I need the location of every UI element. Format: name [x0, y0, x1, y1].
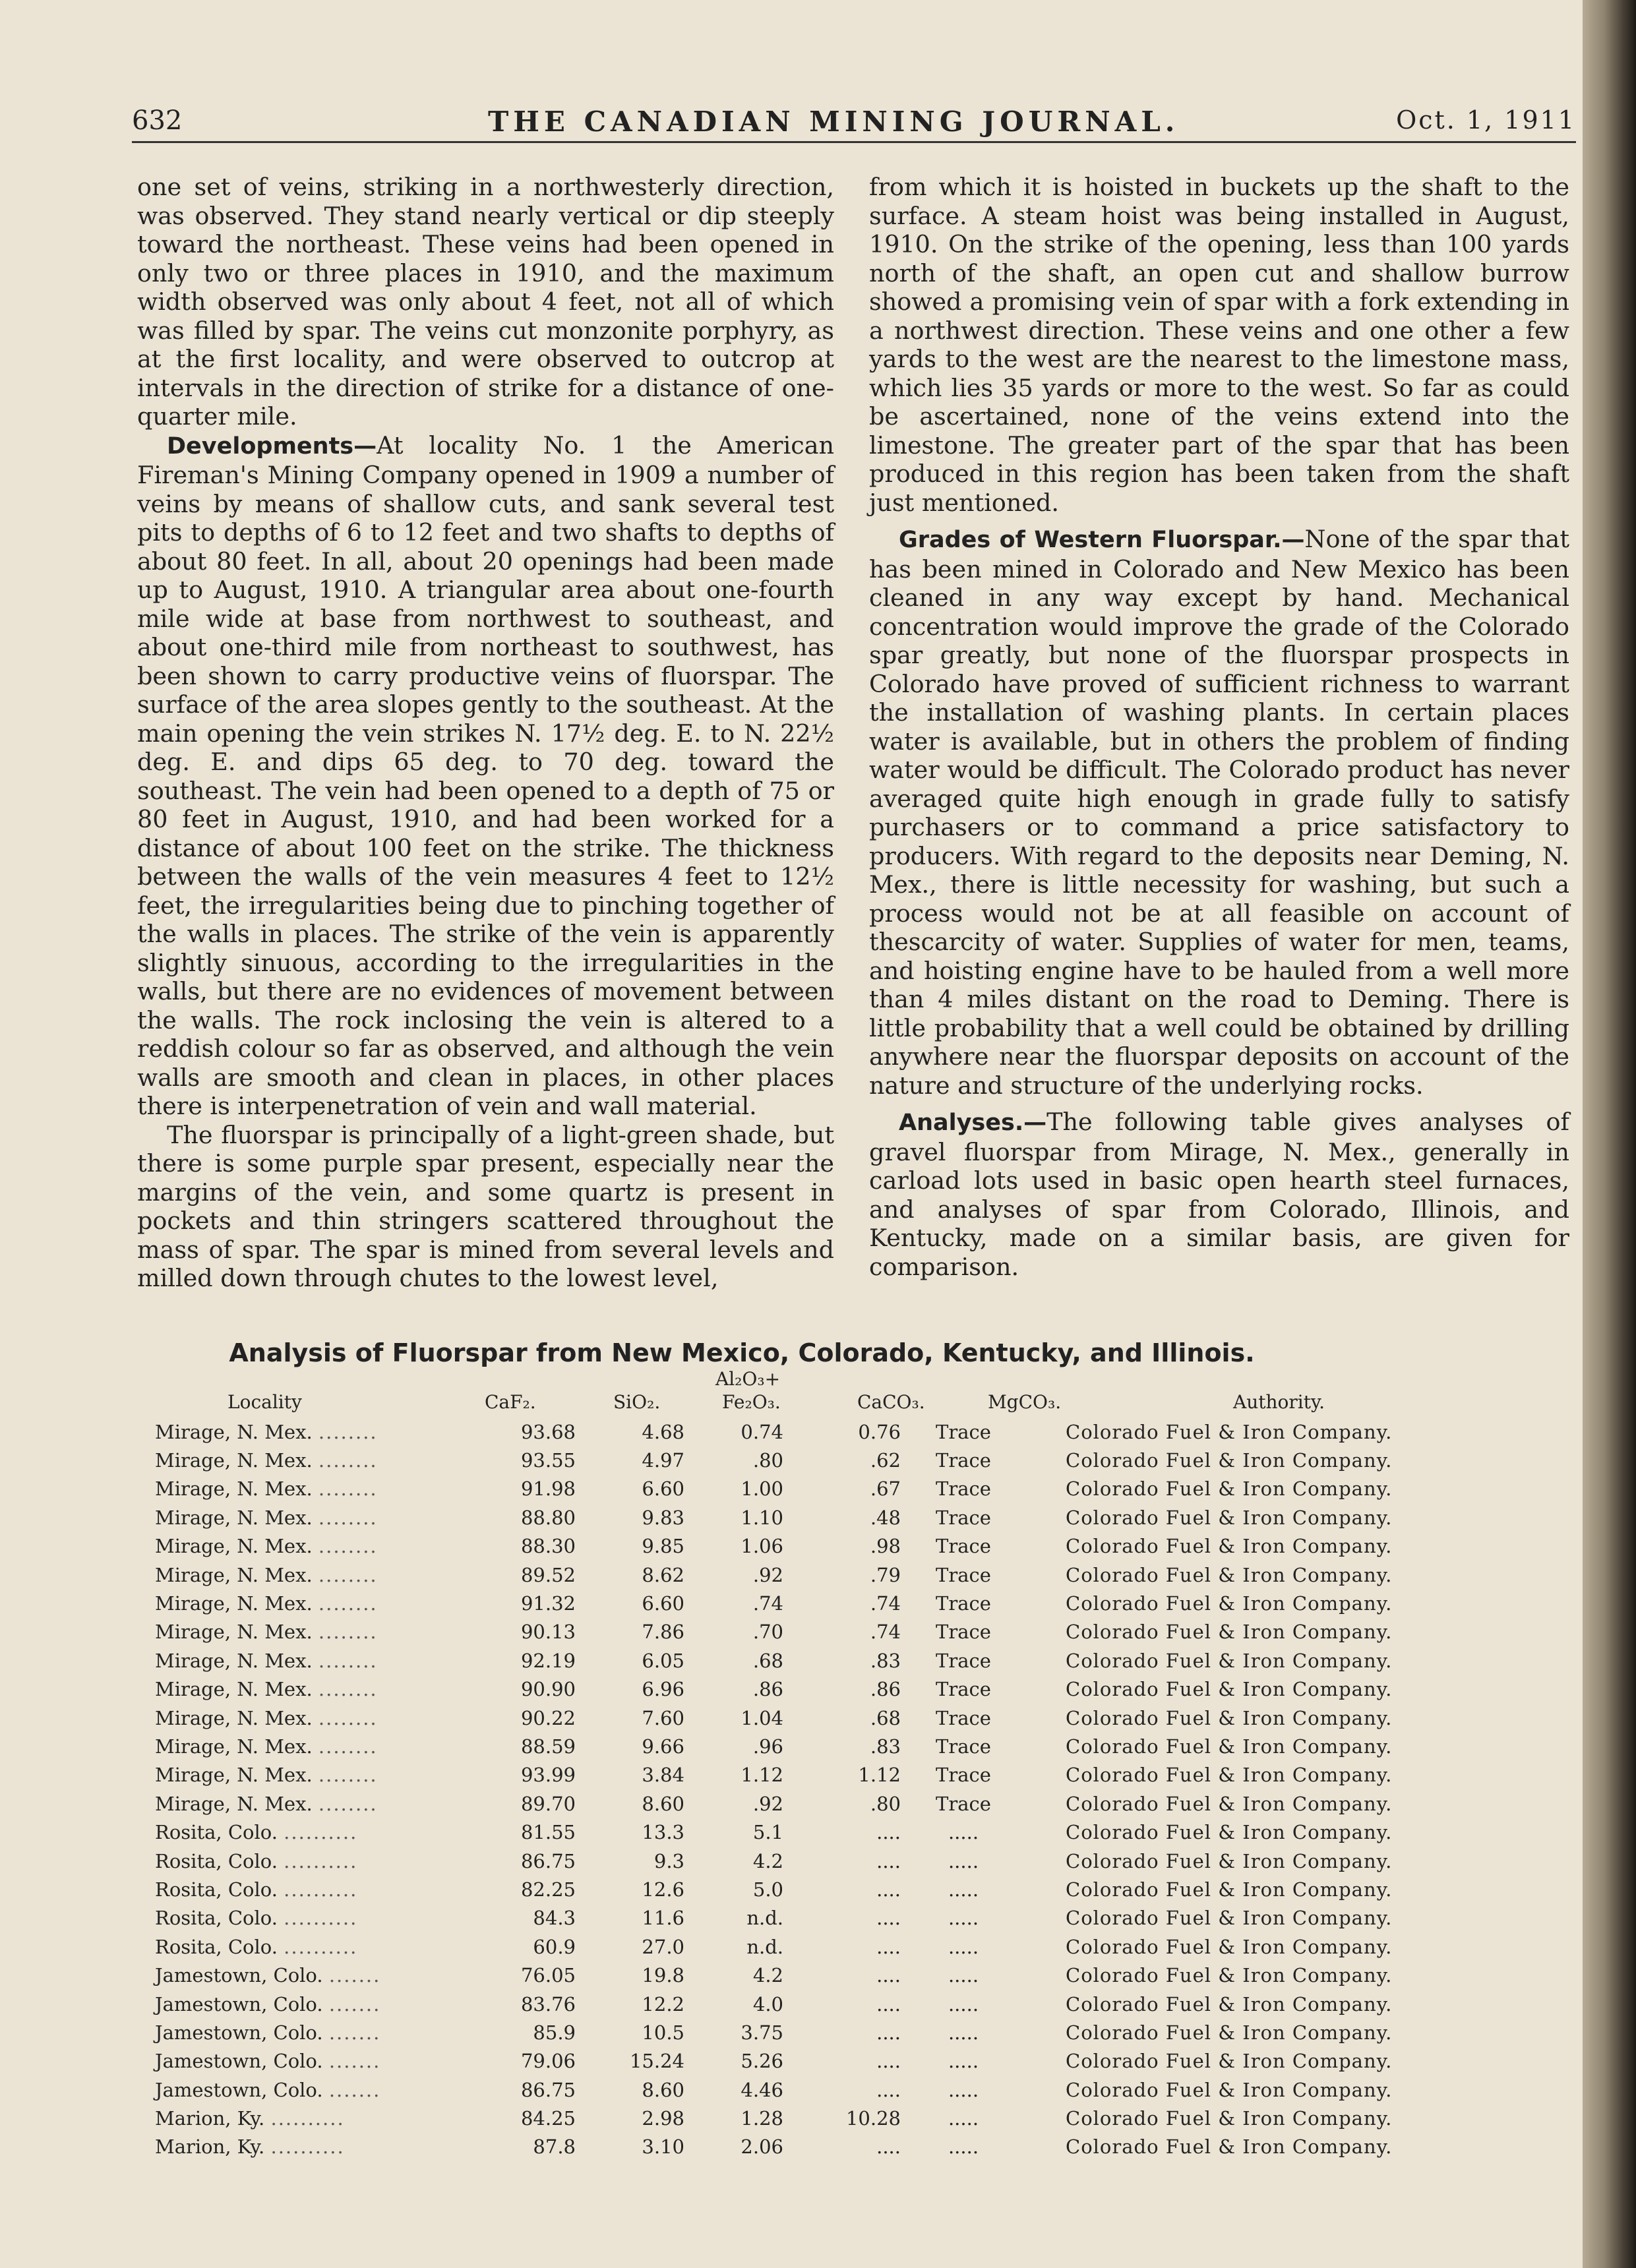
section-heading-grades: Grades of Western Fluorspar.—: [899, 527, 1305, 553]
cell-locality: [155, 1446, 478, 1474]
locality-name: Marion, Ky.: [155, 2107, 265, 2130]
cell-mgco3: Trace: [936, 1477, 991, 1501]
cell-sio2: 9.66: [642, 1735, 684, 1758]
cell-sio2: 10.5: [642, 2021, 684, 2044]
cell-fe: 4.46: [741, 2078, 783, 2101]
cell-locality: [155, 1847, 478, 1875]
cell-locality: [155, 1589, 478, 1617]
locality-name: Jamestown, Colo.: [155, 1964, 323, 1987]
leader-dots: ..........: [270, 2135, 345, 2159]
leader-dots: ........: [318, 1706, 378, 1729]
cell-caco3: ....: [876, 2050, 901, 2073]
cell-caf2: 93.68: [520, 1420, 576, 1443]
cell-sio2: 6.96: [642, 1678, 684, 1701]
table-row: [155, 1818, 1392, 1846]
cell-caco3: ....: [876, 1964, 901, 1987]
leader-dots: ........: [318, 1477, 378, 1501]
cell-locality: [155, 1704, 478, 1732]
leader-dots: ........: [318, 1764, 378, 1787]
cell-fe: .70: [752, 1621, 783, 1644]
section-heading-developments: Developments—: [167, 433, 377, 460]
cell-caf2: 76.05: [520, 1964, 576, 1987]
cell-sio2: 7.60: [642, 1706, 684, 1729]
leader-dots: ..........: [284, 1907, 358, 1930]
locality-name: Rosita, Colo.: [155, 1849, 278, 1872]
col-header-locality: Locality: [227, 1391, 302, 1413]
table-row: [155, 2047, 1392, 2075]
paragraph: from which it is hoisted in buckets up the shaft to the surface. A steam hoist was being installed in August, 1910. On the strike of the opening, less than 100 yards north of the shaft, an open cut and shallow burrow showed a promising vein of spar with a fork extending in a northwest direction. These veins and one other a few yards to the west are the nearest to the limestone mass, which lies 35 yards or more to the west. So far as could be ascertained, none of the veins extend into the limestone. The greater part of the spar that has been produced in this region has been taken from the shaft just mentioned.: [869, 173, 1569, 517]
cell-caf2: 89.52: [520, 1563, 576, 1586]
table-row: [155, 2133, 1392, 2161]
page-header: [132, 105, 1576, 138]
header-rule: [132, 141, 1576, 143]
cell-locality: [155, 1675, 478, 1704]
cell-fe: n.d.: [746, 1935, 783, 1958]
leader-dots: .......: [328, 2078, 381, 2101]
cell-caf2: 86.75: [520, 1849, 576, 1872]
cell-locality: [155, 1532, 478, 1561]
cell-locality: [155, 1875, 478, 1903]
cell-fe: 4.0: [752, 1992, 783, 2015]
col-header-fe2o3: Fe₂O₃.: [722, 1391, 781, 1413]
cell-fe: 1.28: [741, 2107, 783, 2130]
cell-caf2: 88.80: [520, 1506, 576, 1529]
cell-sio2: 9.83: [642, 1506, 684, 1529]
leader-dots: ........: [318, 1506, 378, 1529]
cell-mgco3: Trace: [936, 1592, 991, 1615]
table-row: [155, 1990, 1392, 2018]
cell-auth: Colorado Fuel & Iron Company.: [1066, 2021, 1393, 2044]
paragraph-analyses: [869, 1108, 1569, 1281]
paragraph-developments: [137, 431, 834, 1121]
cell-locality: [155, 2047, 478, 2075]
table-row: [155, 1503, 1392, 1532]
leader-dots: ..........: [284, 1821, 358, 1844]
cell-auth: Colorado Fuel & Iron Company.: [1066, 2135, 1393, 2159]
cell-caf2: 83.76: [520, 1992, 576, 2015]
cell-auth: Colorado Fuel & Iron Company.: [1066, 1621, 1393, 1644]
cell-fe: .92: [752, 1792, 783, 1815]
leader-dots: ........: [318, 1735, 378, 1758]
cell-sio2: 11.6: [642, 1907, 684, 1930]
locality-name: Mirage, N. Mex.: [155, 1735, 313, 1758]
cell-caf2: 84.3: [533, 1907, 576, 1930]
table-row: [155, 1961, 1392, 1989]
cell-auth: Colorado Fuel & Iron Company.: [1066, 2107, 1393, 2130]
cell-auth: Colorado Fuel & Iron Company.: [1066, 1935, 1393, 1958]
locality-name: Mirage, N. Mex.: [155, 1506, 313, 1529]
leader-dots: ........: [318, 1420, 378, 1443]
cell-sio2: 6.05: [642, 1649, 684, 1672]
cell-sio2: 8.60: [642, 2078, 684, 2101]
cell-caf2: 90.22: [520, 1706, 576, 1729]
journal-title: THE CANADIAN MINING JOURNAL.: [488, 105, 1180, 138]
table-row: [155, 1446, 1392, 1474]
cell-fe: 0.74: [741, 1420, 783, 1443]
paragraph-text: At locality No. 1 the American Fireman's Mining Company opened in 1909 a number of veins by means of shallow cuts, and sank several test pits to depths of 6 to 12 feet and two shafts to depths of about 80 feet. In all, about 20 openings had been made up to August, 1910. A triangular area about one-fourth mile wide at base from northwest to southeast, and about one-third mile from northeast to southwest, has been shown to carry productive veins of fluorspar. The surface of the area slopes gently to the southeast. At the main opening the vein strikes N. 17½ deg. E. to N. 22½ deg. E. and dips 65 deg. to 70 deg. toward the southeast. The vein had been opened to a depth of 75 or 80 feet in August, 1910, and had been worked for a distance of about 100 feet on the strike. The thickness between the walls of the vein measures 4 feet to 12½ feet, the irregularities being due to pinching together of the walls in places. The strike of the vein is apparently slightly sinuous, according to the irregularities in the walls, but there are no evidences of movement between the walls. The rock inclosing the vein is altered to a reddish colour so far as observed, and although the vein walls are smooth and clean in places, in other places there is interpenetration of vein and wall material.: [137, 431, 834, 1120]
cell-sio2: 4.97: [642, 1449, 684, 1472]
cell-caco3: .83: [870, 1649, 901, 1672]
cell-mgco3: .....: [948, 1935, 979, 1958]
cell-caf2: 92.19: [520, 1649, 576, 1672]
cell-mgco3: Trace: [936, 1735, 991, 1758]
cell-fe: 1.06: [741, 1535, 783, 1558]
locality-name: Rosita, Colo.: [155, 1878, 278, 1901]
cell-locality: [155, 2104, 478, 2132]
cell-caf2: 79.06: [520, 2050, 576, 2073]
cell-caco3: ....: [876, 2078, 901, 2101]
locality-name: Mirage, N. Mex.: [155, 1592, 313, 1615]
cell-caf2: 82.25: [520, 1878, 576, 1901]
cell-locality: [155, 1904, 478, 1932]
cell-caco3: ....: [876, 2021, 901, 2044]
cell-sio2: 8.60: [642, 1792, 684, 1815]
locality-name: Mirage, N. Mex.: [155, 1420, 313, 1443]
cell-auth: Colorado Fuel & Iron Company.: [1066, 1706, 1393, 1729]
table-row: [155, 1904, 1392, 1932]
cell-mgco3: Trace: [936, 1449, 991, 1472]
locality-name: Mirage, N. Mex.: [155, 1706, 313, 1729]
cell-sio2: 2.98: [642, 2107, 684, 2130]
cell-mgco3: .....: [948, 1907, 979, 1930]
cell-caco3: .80: [870, 1792, 901, 1815]
leader-dots: .......: [328, 1992, 381, 2015]
cell-mgco3: .....: [948, 2021, 979, 2044]
cell-mgco3: Trace: [936, 1563, 991, 1586]
col-header-mgco3: MgCO₃.: [988, 1391, 1062, 1413]
cell-caco3: ....: [876, 1821, 901, 1844]
cell-caf2: 90.13: [520, 1621, 576, 1644]
locality-name: Jamestown, Colo.: [155, 2021, 323, 2044]
cell-caf2: 93.99: [520, 1764, 576, 1787]
cell-sio2: 8.62: [642, 1563, 684, 1586]
cell-fe: 5.1: [752, 1821, 783, 1844]
cell-sio2: 9.85: [642, 1535, 684, 1558]
cell-sio2: 9.3: [653, 1849, 684, 1872]
cell-caf2: 88.59: [520, 1735, 576, 1758]
leader-dots: ........: [318, 1563, 378, 1586]
cell-sio2: 6.60: [642, 1477, 684, 1501]
leader-dots: ........: [318, 1592, 378, 1615]
cell-locality: [155, 1646, 478, 1675]
locality-name: Jamestown, Colo.: [155, 1992, 323, 2015]
cell-fe: .96: [752, 1735, 783, 1758]
cell-caf2: 87.8: [533, 2135, 576, 2159]
table-row: [155, 1732, 1392, 1760]
cell-locality: [155, 1932, 478, 1961]
paragraph-grades: [869, 525, 1569, 1100]
cell-caco3: ....: [876, 1907, 901, 1930]
cell-auth: Colorado Fuel & Iron Company.: [1066, 1449, 1393, 1472]
leader-dots: ........: [318, 1678, 378, 1701]
cell-mgco3: .....: [948, 2078, 979, 2101]
paragraph-text: The following table gives analyses of gravel fluorspar from Mirage, N. Mex., generally in carload lots used in basic open hearth steel furnaces, and analyses of spar from Colorado, Illinois, and Kentucky, made on a similar basis, are given for comparison.: [869, 1108, 1569, 1281]
leader-dots: .......: [328, 2050, 381, 2073]
cell-mgco3: .....: [948, 1878, 979, 1901]
cell-mgco3: Trace: [936, 1706, 991, 1729]
locality-name: Mirage, N. Mex.: [155, 1764, 313, 1787]
cell-mgco3: .....: [948, 1964, 979, 1987]
cell-caco3: ....: [876, 1878, 901, 1901]
cell-locality: [155, 1475, 478, 1503]
cell-auth: Colorado Fuel & Iron Company.: [1066, 1792, 1393, 1815]
locality-name: Mirage, N. Mex.: [155, 1563, 313, 1586]
cell-caco3: .48: [870, 1506, 901, 1529]
leader-dots: ..........: [270, 2107, 345, 2130]
table-row: [155, 1589, 1392, 1617]
cell-fe: 4.2: [752, 1964, 783, 1987]
cell-auth: Colorado Fuel & Iron Company.: [1066, 2050, 1393, 2073]
cell-mgco3: .....: [948, 1992, 979, 2015]
col-header-caco3: CaCO₃.: [857, 1391, 925, 1413]
col-header-caf2: CaF₂.: [485, 1391, 536, 1413]
locality-name: Rosita, Colo.: [155, 1935, 278, 1958]
locality-name: Mirage, N. Mex.: [155, 1792, 313, 1815]
cell-sio2: 12.6: [642, 1878, 684, 1901]
cell-mgco3: Trace: [936, 1792, 991, 1815]
cell-caf2: 90.90: [520, 1678, 576, 1701]
left-column: [137, 173, 834, 1293]
cell-caco3: ....: [876, 2135, 901, 2159]
cell-mgco3: .....: [948, 1821, 979, 1844]
table-row: [155, 1646, 1392, 1675]
paragraph-text: None of the spar that has been mined in Colorado and New Mexico has been cleaned in any way except by hand. Mechanical concentration would improve the grade of the Colorado spar greatly, but none of the fluorspar prospects in Colorado have proved of sufficient richness to warrant the installation of washing plants. In certain places water is available, but in others the problem of finding water would be difficult. The Colorado product has never averaged quite high enough in grade fully to satisfy purchasers or to command a price satisfactory to producers. With regard to the deposits near Deming, N. Mex., there is little necessity for washing, but such a process would not be at all feasible on account of thescarcity of water. Supplies of water for men, teams, and hoisting engine have to be hauled from a well more than 4 miles distant on the road to Deming. There is little probability that a well could be obtained by drilling anywhere near the fluorspar deposits on account of the nature and structure of the underlying rocks.: [869, 525, 1569, 1100]
cell-fe: .74: [752, 1592, 783, 1615]
locality-name: Jamestown, Colo.: [155, 2050, 323, 2073]
cell-sio2: 6.60: [642, 1592, 684, 1615]
cell-locality: [155, 1732, 478, 1760]
table-row: [155, 2075, 1392, 2104]
table-row: [155, 1418, 1392, 1446]
cell-mgco3: .....: [948, 2050, 979, 2073]
cell-auth: Colorado Fuel & Iron Company.: [1066, 1735, 1393, 1758]
locality-name: Mirage, N. Mex.: [155, 1649, 313, 1672]
cell-auth: Colorado Fuel & Iron Company.: [1066, 2078, 1393, 2101]
cell-locality: [155, 1503, 478, 1532]
cell-locality: [155, 2075, 478, 2104]
cell-fe: .68: [752, 1649, 783, 1672]
cell-auth: Colorado Fuel & Iron Company.: [1066, 1764, 1393, 1787]
locality-name: Mirage, N. Mex.: [155, 1477, 313, 1501]
cell-caco3: 0.76: [858, 1420, 901, 1443]
table-row: [155, 1532, 1392, 1561]
cell-fe: 1.10: [741, 1506, 783, 1529]
cell-sio2: 15.24: [629, 2050, 684, 2073]
locality-name: Mirage, N. Mex.: [155, 1535, 313, 1558]
paragraph: one set of veins, striking in a northwesterly direction, was observed. They stand nearly vertical or dip steeply toward the northeast. These veins had been opened in only two or three places in 1910, and the maximum width observed was only about 4 feet, not all of which was filled by spar. The veins cut monzonite porphyry, as at the first locality, and were observed to outcrop at intervals in the direction of strike for a distance of one-quarter mile.: [137, 173, 834, 431]
book-binding-edge: [1583, 0, 1636, 2268]
cell-auth: Colorado Fuel & Iron Company.: [1066, 1907, 1393, 1930]
cell-locality: [155, 1789, 478, 1818]
cell-caco3: .83: [870, 1735, 901, 1758]
cell-fe: n.d.: [746, 1907, 783, 1930]
cell-fe: 1.00: [741, 1477, 783, 1501]
section-heading-analyses: Analyses.—: [899, 1110, 1047, 1136]
cell-locality: [155, 1818, 478, 1846]
locality-name: Mirage, N. Mex.: [155, 1678, 313, 1701]
cell-fe: .86: [752, 1678, 783, 1701]
table-row: [155, 1704, 1392, 1732]
right-column: [869, 173, 1569, 1281]
cell-locality: [155, 1618, 478, 1646]
table-row: [155, 1675, 1392, 1704]
cell-auth: Colorado Fuel & Iron Company.: [1066, 1678, 1393, 1701]
cell-locality: [155, 1561, 478, 1589]
cell-auth: Colorado Fuel & Iron Company.: [1066, 1964, 1393, 1987]
cell-fe: 1.04: [741, 1706, 783, 1729]
cell-caco3: 1.12: [858, 1764, 901, 1787]
table-row: [155, 1847, 1392, 1875]
cell-auth: Colorado Fuel & Iron Company.: [1066, 1535, 1393, 1558]
cell-caco3: .86: [870, 1678, 901, 1701]
table-row: [155, 1789, 1392, 1818]
cell-caco3: 10.28: [845, 2107, 901, 2130]
cell-fe: .80: [752, 1449, 783, 1472]
locality-name: Jamestown, Colo.: [155, 2078, 323, 2101]
cell-auth: Colorado Fuel & Iron Company.: [1066, 1592, 1393, 1615]
cell-auth: Colorado Fuel & Iron Company.: [1066, 1849, 1393, 1872]
analysis-table: [155, 1418, 1392, 2161]
cell-mgco3: .....: [948, 2107, 979, 2130]
leader-dots: ..........: [284, 1878, 358, 1901]
cell-caf2: 89.70: [520, 1792, 576, 1815]
cell-caco3: ....: [876, 1935, 901, 1958]
leader-dots: ........: [318, 1449, 378, 1472]
cell-caf2: 60.9: [533, 1935, 576, 1958]
cell-caf2: 86.75: [520, 2078, 576, 2101]
locality-name: Marion, Ky.: [155, 2135, 265, 2159]
table-row: [155, 1932, 1392, 1961]
cell-caf2: 88.30: [520, 1535, 576, 1558]
cell-auth: Colorado Fuel & Iron Company.: [1066, 1878, 1393, 1901]
cell-caco3: .74: [870, 1592, 901, 1615]
cell-caf2: 85.9: [533, 2021, 576, 2044]
cell-auth: Colorado Fuel & Iron Company.: [1066, 1649, 1393, 1672]
leader-dots: ..........: [284, 1935, 358, 1958]
cell-locality: [155, 1418, 478, 1446]
cell-mgco3: Trace: [936, 1621, 991, 1644]
cell-auth: Colorado Fuel & Iron Company.: [1066, 1477, 1393, 1501]
cell-sio2: 19.8: [642, 1964, 684, 1987]
table-row: [155, 1875, 1392, 1903]
cell-mgco3: Trace: [936, 1764, 991, 1787]
cell-sio2: 27.0: [642, 1935, 684, 1958]
col-header-sio2: SiO₂.: [613, 1391, 661, 1413]
leader-dots: ..........: [284, 1849, 358, 1872]
cell-caco3: .68: [870, 1706, 901, 1729]
cell-fe: 2.06: [741, 2135, 783, 2159]
cell-sio2: 3.10: [642, 2135, 684, 2159]
cell-sio2: 4.68: [642, 1420, 684, 1443]
cell-caco3: .62: [870, 1449, 901, 1472]
leader-dots: ........: [318, 1535, 378, 1558]
cell-locality: [155, 1961, 478, 1989]
cell-fe: 5.0: [752, 1878, 783, 1901]
cell-fe: 4.2: [752, 1849, 783, 1872]
cell-caf2: 91.32: [520, 1592, 576, 1615]
cell-mgco3: Trace: [936, 1535, 991, 1558]
cell-locality: [155, 1761, 478, 1789]
cell-caf2: 81.55: [520, 1821, 576, 1844]
cell-fe: 5.26: [741, 2050, 783, 2073]
leader-dots: ........: [318, 1792, 378, 1815]
cell-mgco3: .....: [948, 1849, 979, 1872]
issue-date: Oct. 1, 1911: [1396, 105, 1576, 134]
leader-dots: .......: [328, 2021, 381, 2044]
cell-mgco3: .....: [948, 2135, 979, 2159]
cell-caco3: ....: [876, 1992, 901, 2015]
cell-caf2: 91.98: [520, 1477, 576, 1501]
locality-name: Mirage, N. Mex.: [155, 1621, 313, 1644]
leader-dots: .......: [328, 1964, 381, 1987]
cell-sio2: 12.2: [642, 1992, 684, 2015]
cell-sio2: 13.3: [642, 1821, 684, 1844]
col-header-al2o3: Al₂O₃+: [715, 1368, 781, 1390]
col-header-authority: Authority.: [1233, 1391, 1325, 1413]
cell-mgco3: Trace: [936, 1506, 991, 1529]
locality-name: Rosita, Colo.: [155, 1907, 278, 1930]
table-row: [155, 2104, 1392, 2132]
cell-fe: 1.12: [741, 1764, 783, 1787]
cell-sio2: 3.84: [642, 1764, 684, 1787]
leader-dots: ........: [318, 1649, 378, 1672]
paragraph: The fluorspar is principally of a light-green shade, but there is some purple spar present, especially near the margins of the vein, and some quartz is present in pockets and thin stringers scattered throughout the mass of spar. The spar is mined from several levels and milled down through chutes to the lowest level,: [137, 1120, 834, 1292]
cell-fe: .92: [752, 1563, 783, 1586]
table-row: [155, 1618, 1392, 1646]
cell-mgco3: Trace: [936, 1678, 991, 1701]
table-row: [155, 1761, 1392, 1789]
cell-caco3: .67: [870, 1477, 901, 1501]
cell-locality: [155, 2018, 478, 2046]
cell-caf2: 84.25: [520, 2107, 576, 2130]
table-row: [155, 2018, 1392, 2046]
cell-locality: [155, 2133, 478, 2161]
table-title: Analysis of Fluorspar from New Mexico, Colorado, Kentucky, and Illinois.: [229, 1338, 1255, 1367]
cell-sio2: 7.86: [642, 1621, 684, 1644]
cell-caf2: 93.55: [520, 1449, 576, 1472]
cell-locality: [155, 1990, 478, 2018]
cell-caco3: .74: [870, 1621, 901, 1644]
locality-name: Rosita, Colo.: [155, 1821, 278, 1844]
cell-fe: 3.75: [741, 2021, 783, 2044]
cell-caco3: ....: [876, 1849, 901, 1872]
cell-auth: Colorado Fuel & Iron Company.: [1066, 1506, 1393, 1529]
cell-caco3: .98: [870, 1535, 901, 1558]
table-row: [155, 1475, 1392, 1503]
cell-mgco3: Trace: [936, 1420, 991, 1443]
table-row: [155, 1561, 1392, 1589]
cell-auth: Colorado Fuel & Iron Company.: [1066, 1821, 1393, 1844]
page-number: 632: [132, 105, 183, 136]
cell-auth: Colorado Fuel & Iron Company.: [1066, 1563, 1393, 1586]
leader-dots: ........: [318, 1621, 378, 1644]
cell-caco3: .79: [870, 1563, 901, 1586]
cell-mgco3: Trace: [936, 1649, 991, 1672]
locality-name: Mirage, N. Mex.: [155, 1449, 313, 1472]
cell-auth: Colorado Fuel & Iron Company.: [1066, 1992, 1393, 2015]
cell-auth: Colorado Fuel & Iron Company.: [1066, 1420, 1393, 1443]
